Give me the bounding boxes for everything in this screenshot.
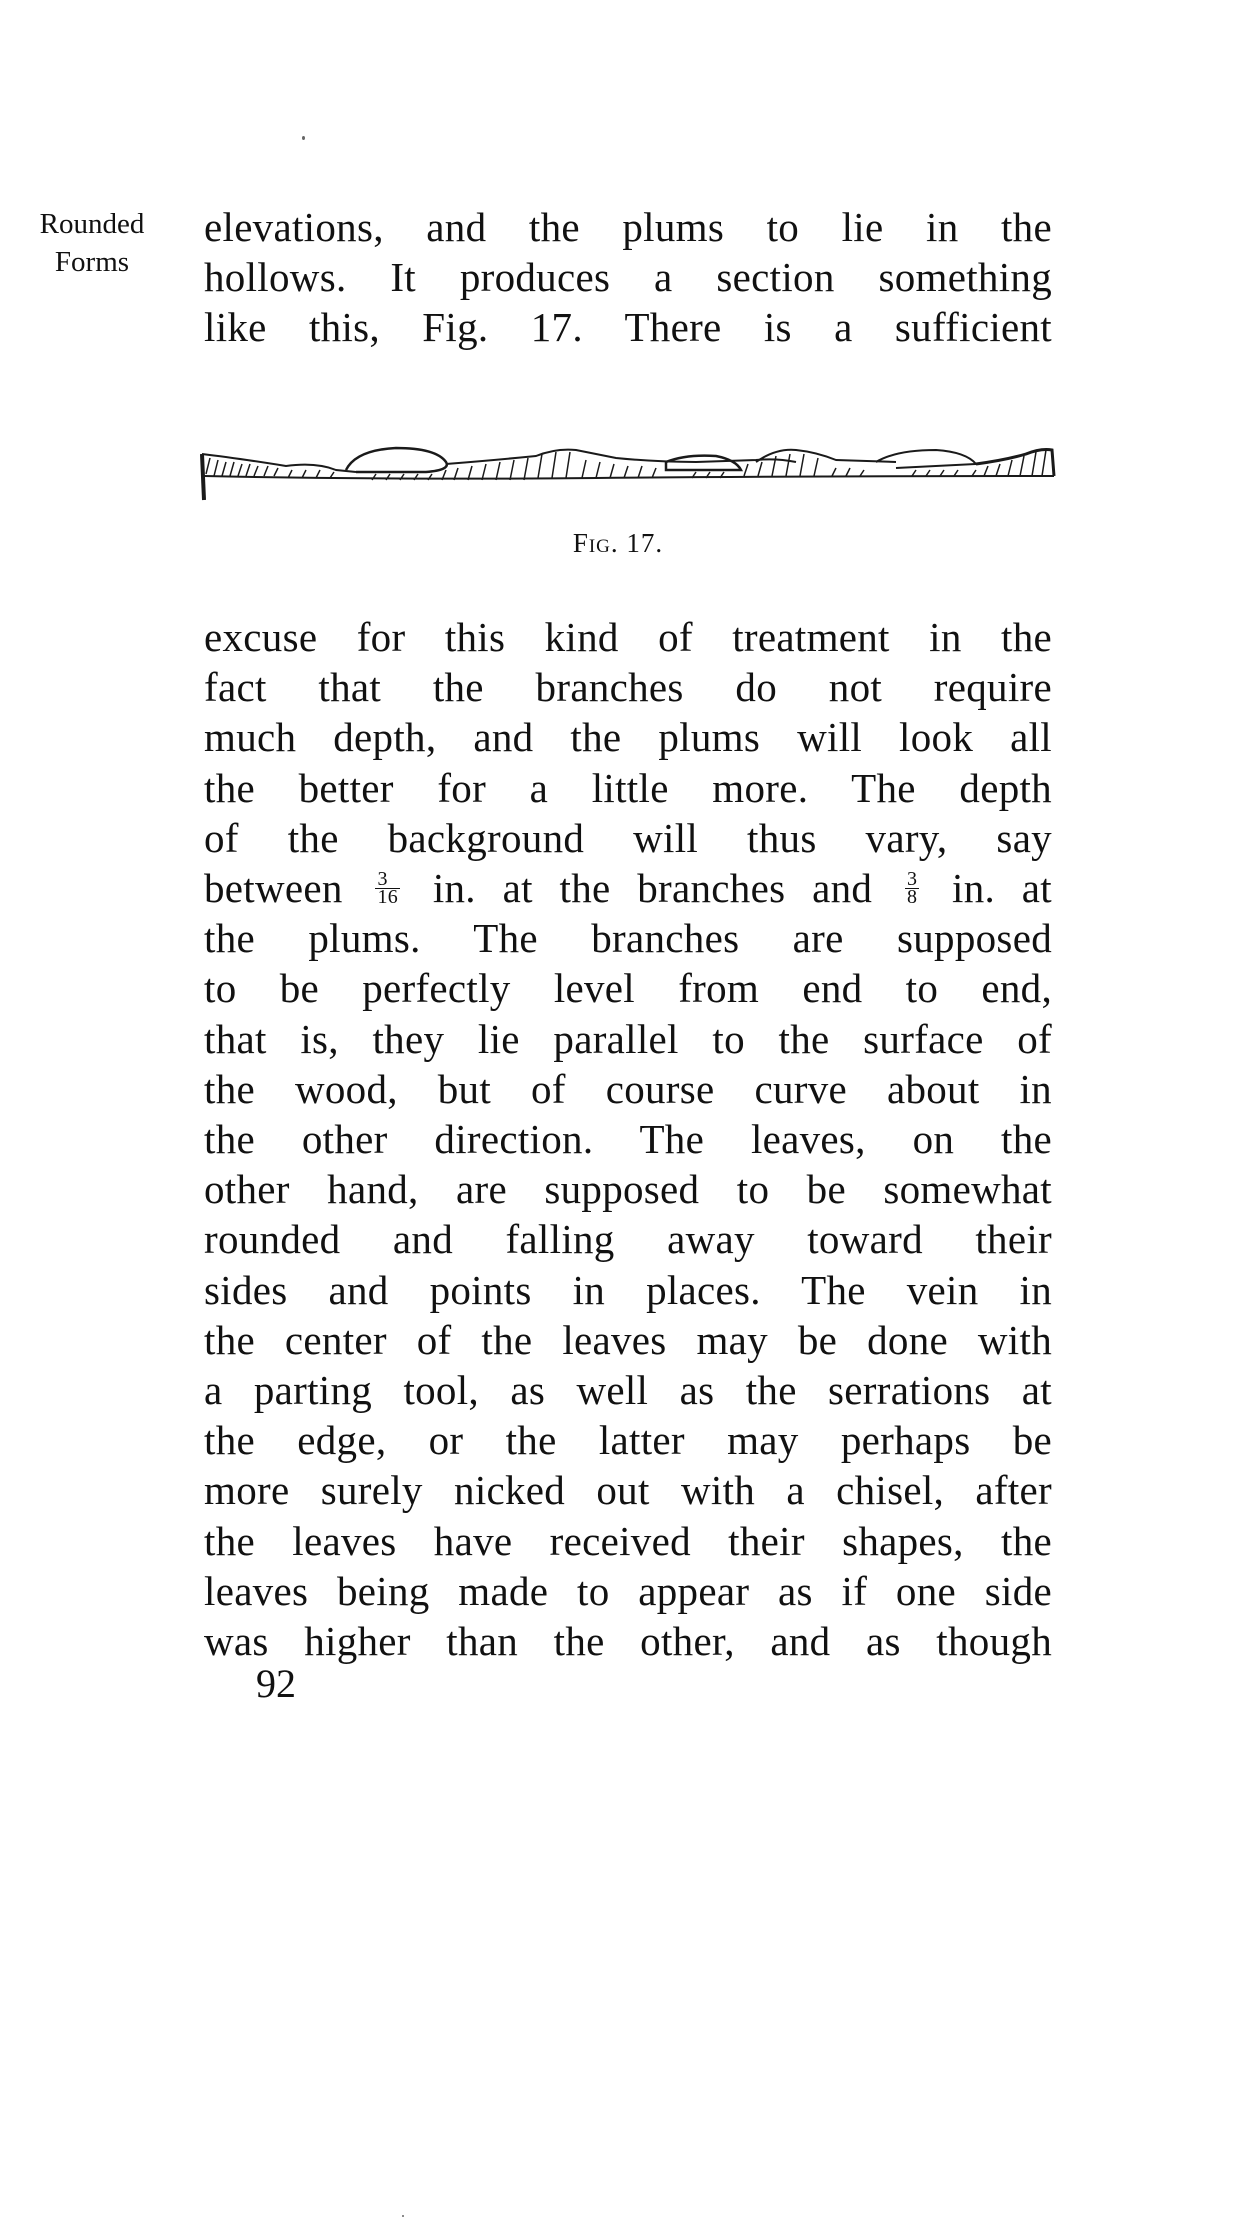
fraction-line-after: in. at: [952, 865, 1052, 912]
paragraph-top: [204, 202, 1052, 353]
margin-note: [22, 205, 162, 281]
figure-caption: [0, 528, 1236, 559]
text-line: sides and points in places. The vein in: [204, 1266, 1052, 1313]
text-line: hollows. It produces a section something: [204, 254, 1052, 301]
text-line: the edge, or the latter may perhaps be: [204, 1417, 1052, 1464]
margin-note-line-1: Rounded: [39, 208, 145, 240]
fraction-line-middle: in. at the branches and: [432, 865, 873, 912]
text-line: that is, they lie parallel to the surface of: [204, 1015, 1052, 1062]
figure-caption-number: 17.: [626, 528, 664, 558]
text-line: other hand, are supposed to be somewhat: [204, 1166, 1052, 1213]
text-line: like this, Fig. 17. There is a sufficient: [204, 304, 1052, 351]
text-line: more surely nicked out with a chisel, after: [204, 1467, 1052, 1514]
text-line: fact that the branches do not require: [204, 664, 1052, 711]
margin-note-line-2: Forms: [54, 246, 130, 278]
text-line: to be perfectly level from end to end,: [204, 965, 1052, 1012]
fraction-numerator: 3: [375, 871, 400, 889]
section-figure-illustration: [196, 440, 1058, 510]
text-line: the wood, but of course curve about in: [204, 1065, 1052, 1112]
fraction-denominator: 8: [906, 886, 918, 909]
fraction-three-sixteenths: [375, 868, 400, 909]
text-line: of the background will thus vary, say: [204, 814, 1052, 861]
text-line: the better for a little more. The depth: [204, 764, 1052, 811]
page-number: 92: [256, 1661, 296, 1706]
fraction-line-before: between: [204, 865, 343, 912]
paragraph-body: [204, 612, 1052, 1666]
fraction-three-eighths: [905, 868, 919, 909]
text-line: leaves being made to appear as if one side: [204, 1567, 1052, 1614]
text-line: excuse for this kind of treatment in the: [204, 614, 1052, 660]
text-line: elevations, and the plums to lie in the: [204, 204, 1052, 250]
fraction-line: [204, 863, 1052, 913]
text-line: rounded and falling away toward their: [204, 1216, 1052, 1263]
text-line: much depth, and the plums will look all: [204, 714, 1052, 761]
text-line: the center of the leaves may be done with: [204, 1316, 1052, 1363]
fraction-denominator: 16: [377, 886, 399, 909]
text-line: the plums. The branches are supposed: [204, 915, 1052, 962]
text-line: the other direction. The leaves, on the: [204, 1116, 1052, 1163]
scan-speck: [302, 136, 305, 140]
text-line: was higher than the other, and as though: [204, 1618, 1052, 1665]
text-line: a parting tool, as well as the serrations at: [204, 1367, 1052, 1414]
fraction-numerator: 3: [906, 868, 918, 891]
text-line: the leaves have received their shapes, the: [204, 1517, 1052, 1564]
figure-caption-prefix: Fig.: [572, 528, 619, 558]
